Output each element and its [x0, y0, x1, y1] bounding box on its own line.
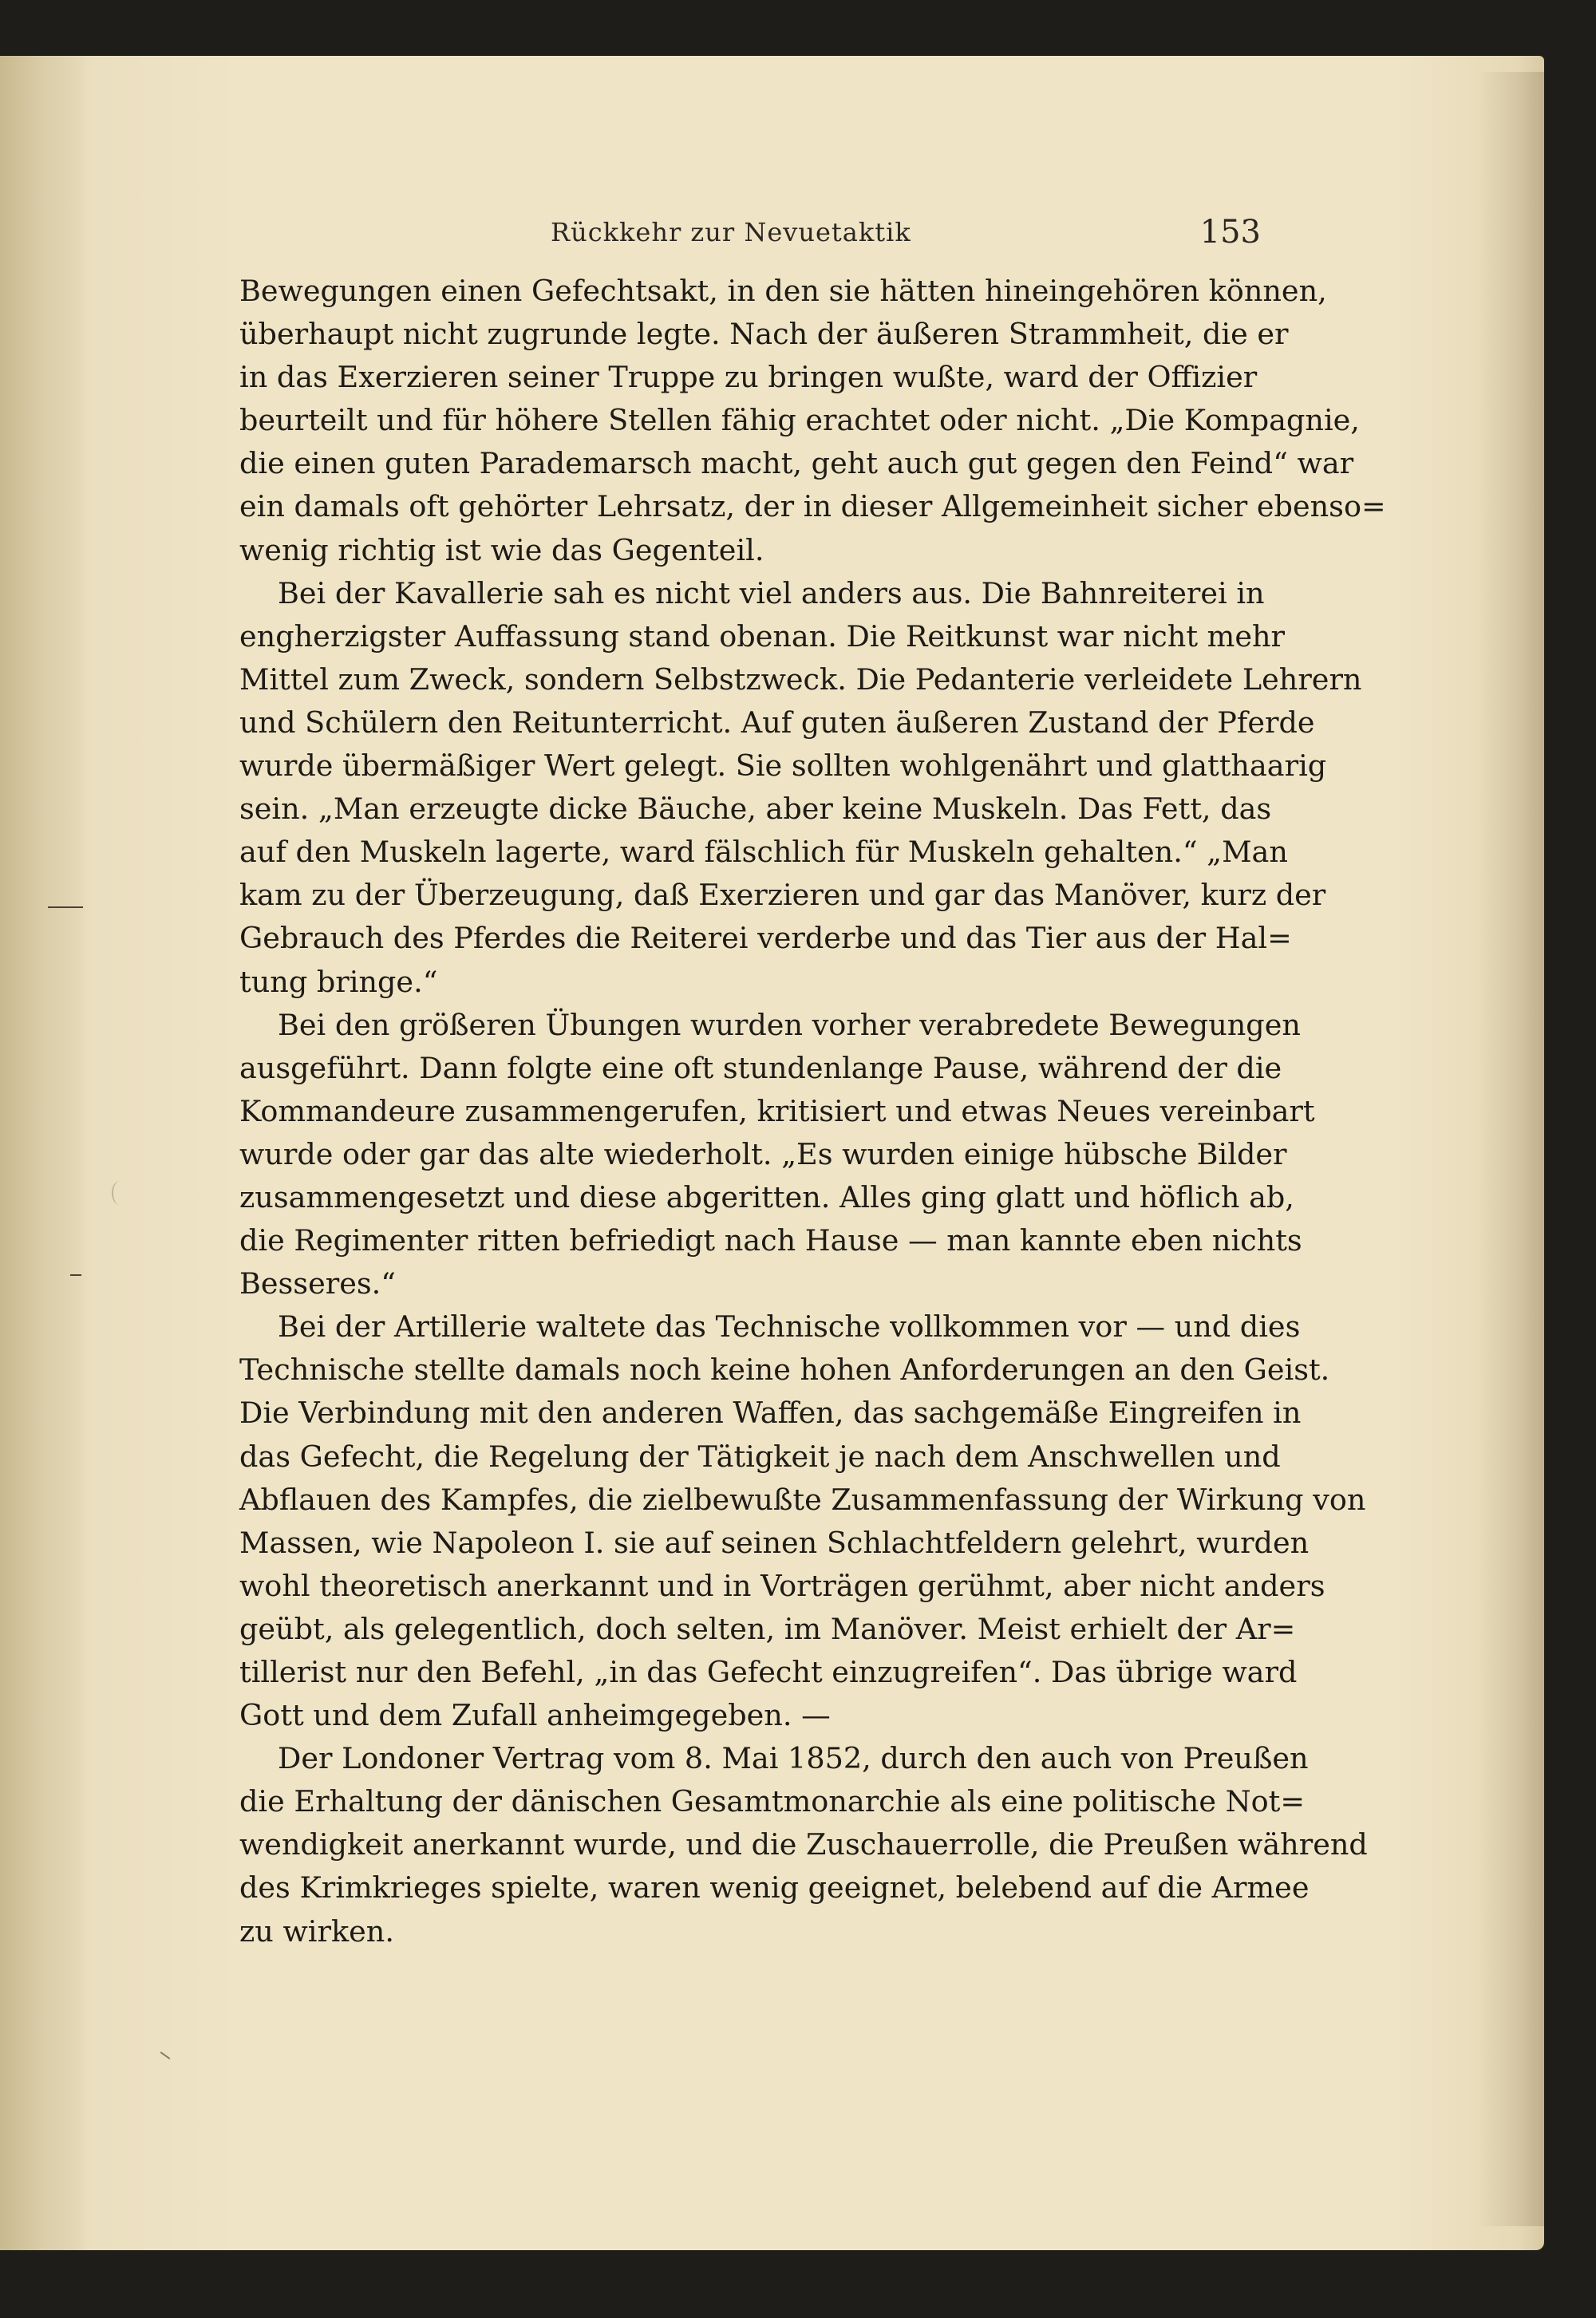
text-line: wenig richtig ist wie das Gegenteil. [239, 532, 764, 567]
page-smudge [112, 1181, 128, 1205]
text-line: Bewegungen einen Gefechtsakt, in den sie hätten hineingehören können, [239, 274, 1327, 308]
text-line: zu wirken. [239, 1913, 394, 1949]
text-line: Mittel zum Zweck, sondern Selbstzweck. Die Pedanterie verleidete Lehrern [239, 661, 1362, 697]
margin-pencil-mark [48, 906, 83, 908]
text-line: ausgeführt. Dann folgte eine oft stundenlange Pause, während der die [239, 1050, 1282, 1085]
text-line: das Gefecht, die Regelung der Tätigkeit je nach dem Anschwellen und [239, 1439, 1281, 1474]
text-line: Der Londoner Vertrag vom 8. Mai 1852, durch den auch von Preußen [278, 1741, 1309, 1776]
margin-pencil-mark [70, 1274, 81, 1276]
text-line: Gebrauch des Pferdes die Reiterei verderbe und das Tier aus der Hal= [239, 921, 1292, 956]
text-line: Gott und dem Zufall anheimgegeben. — [239, 1698, 831, 1733]
text-line: Besseres.“ [239, 1266, 396, 1301]
text-line: Kommandeure zusammengerufen, kritisiert und etwas Neues vereinbart [239, 1093, 1315, 1128]
text-line: Bei der Kavallerie sah es nicht viel anders aus. Die Bahnreiterei in [278, 575, 1265, 610]
text-line: wohl theoretisch anerkannt und in Vorträgen gerühmt, aber nicht anders [239, 1568, 1325, 1603]
page-number: 153 [1199, 214, 1261, 251]
text-line: zusammengesetzt und diese abgeritten. Alles ging glatt und höflich ab, [239, 1179, 1294, 1214]
text-line: auf den Muskeln lagerte, ward fälschlich für Muskeln gehalten.“ „Man [239, 835, 1288, 870]
text-line: wurde oder gar das alte wiederholt. „Es wurden einige hübsche Bilder [239, 1136, 1287, 1171]
text-line: engherzigster Auffassung stand obenan. Die Reitkunst war nicht mehr [239, 618, 1286, 654]
text-line: beurteilt und für höhere Stellen fähig erachtet oder nicht. „Die Kompagnie, [239, 403, 1360, 438]
text-line: überhaupt nicht zugrunde legte. Nach der äußeren Strammheit, die er [239, 317, 1289, 352]
text-line: kam zu der Überzeugung, daß Exerzieren und gar das Manöver, kurz der [239, 878, 1326, 913]
text-line: tillerist nur den Befehl, „in das Gefecht einzugreifen“. Das übrige ward [239, 1655, 1298, 1689]
text-line: wendigkeit anerkannt wurde, und die Zuschauerrolle, die Preußen während [239, 1827, 1368, 1862]
text-line: und Schülern den Reitunterricht. Auf guten äußeren Zustand der Pferde [239, 705, 1315, 740]
text-line: sein. „Man erzeugte dicke Bäuche, aber keine Muskeln. Das Fett, das [239, 792, 1272, 827]
running-title: Rückkehr zur Nevuetaktik [551, 217, 911, 247]
text-line: Die Verbindung mit den anderen Waffen, das sachgemäße Eingreifen in [239, 1396, 1302, 1431]
text-line: wurde übermäßiger Wert gelegt. Sie sollten wohlgenährt und glatthaarig [239, 748, 1327, 784]
body-text [239, 270, 1386, 1953]
page-gutter-shadow [0, 56, 88, 2250]
text-line: in das Exerzieren seiner Truppe zu bringen wußte, ward der Offizier [239, 360, 1258, 395]
text-line: die Erhaltung der dänischen Gesamtmonarchie als eine politische Not= [239, 1784, 1305, 1819]
text-line: Massen, wie Napoleon I. sie auf seinen Schlachtfeldern gelehrt, wurden [239, 1525, 1310, 1560]
text-line: ein damals oft gehörter Lehrsatz, der in dieser Allgemeinheit sicher ebenso= [239, 489, 1386, 524]
text-line: die Regimenter ritten befriedigt nach Hause — man kannte eben nichts [239, 1223, 1302, 1258]
text-line: Bei den größeren Übungen wurden vorher verabredete Bewegungen [278, 1007, 1301, 1042]
page-header [239, 214, 1261, 257]
text-line: Abflauen des Kampfes, die zielbewußte Zusammenfassung der Wirkung von [239, 1482, 1366, 1517]
page-edge-shadow [1476, 72, 1544, 2226]
text-line: des Krimkrieges spielte, waren wenig geeignet, belebend auf die Armee [239, 1870, 1310, 1905]
text-line: Technische stellte damals noch keine hohen Anforderungen an den Geist. [239, 1352, 1330, 1388]
text-line: geübt, als gelegentlich, doch selten, im Manöver. Meist erhielt der Ar= [239, 1611, 1296, 1646]
text-line: tung bringe.“ [239, 964, 438, 999]
text-line: Bei der Artillerie waltete das Technische vollkommen vor — und dies [278, 1309, 1301, 1345]
text-line: die einen guten Parademarsch macht, geht auch gut gegen den Feind“ war [239, 446, 1354, 481]
